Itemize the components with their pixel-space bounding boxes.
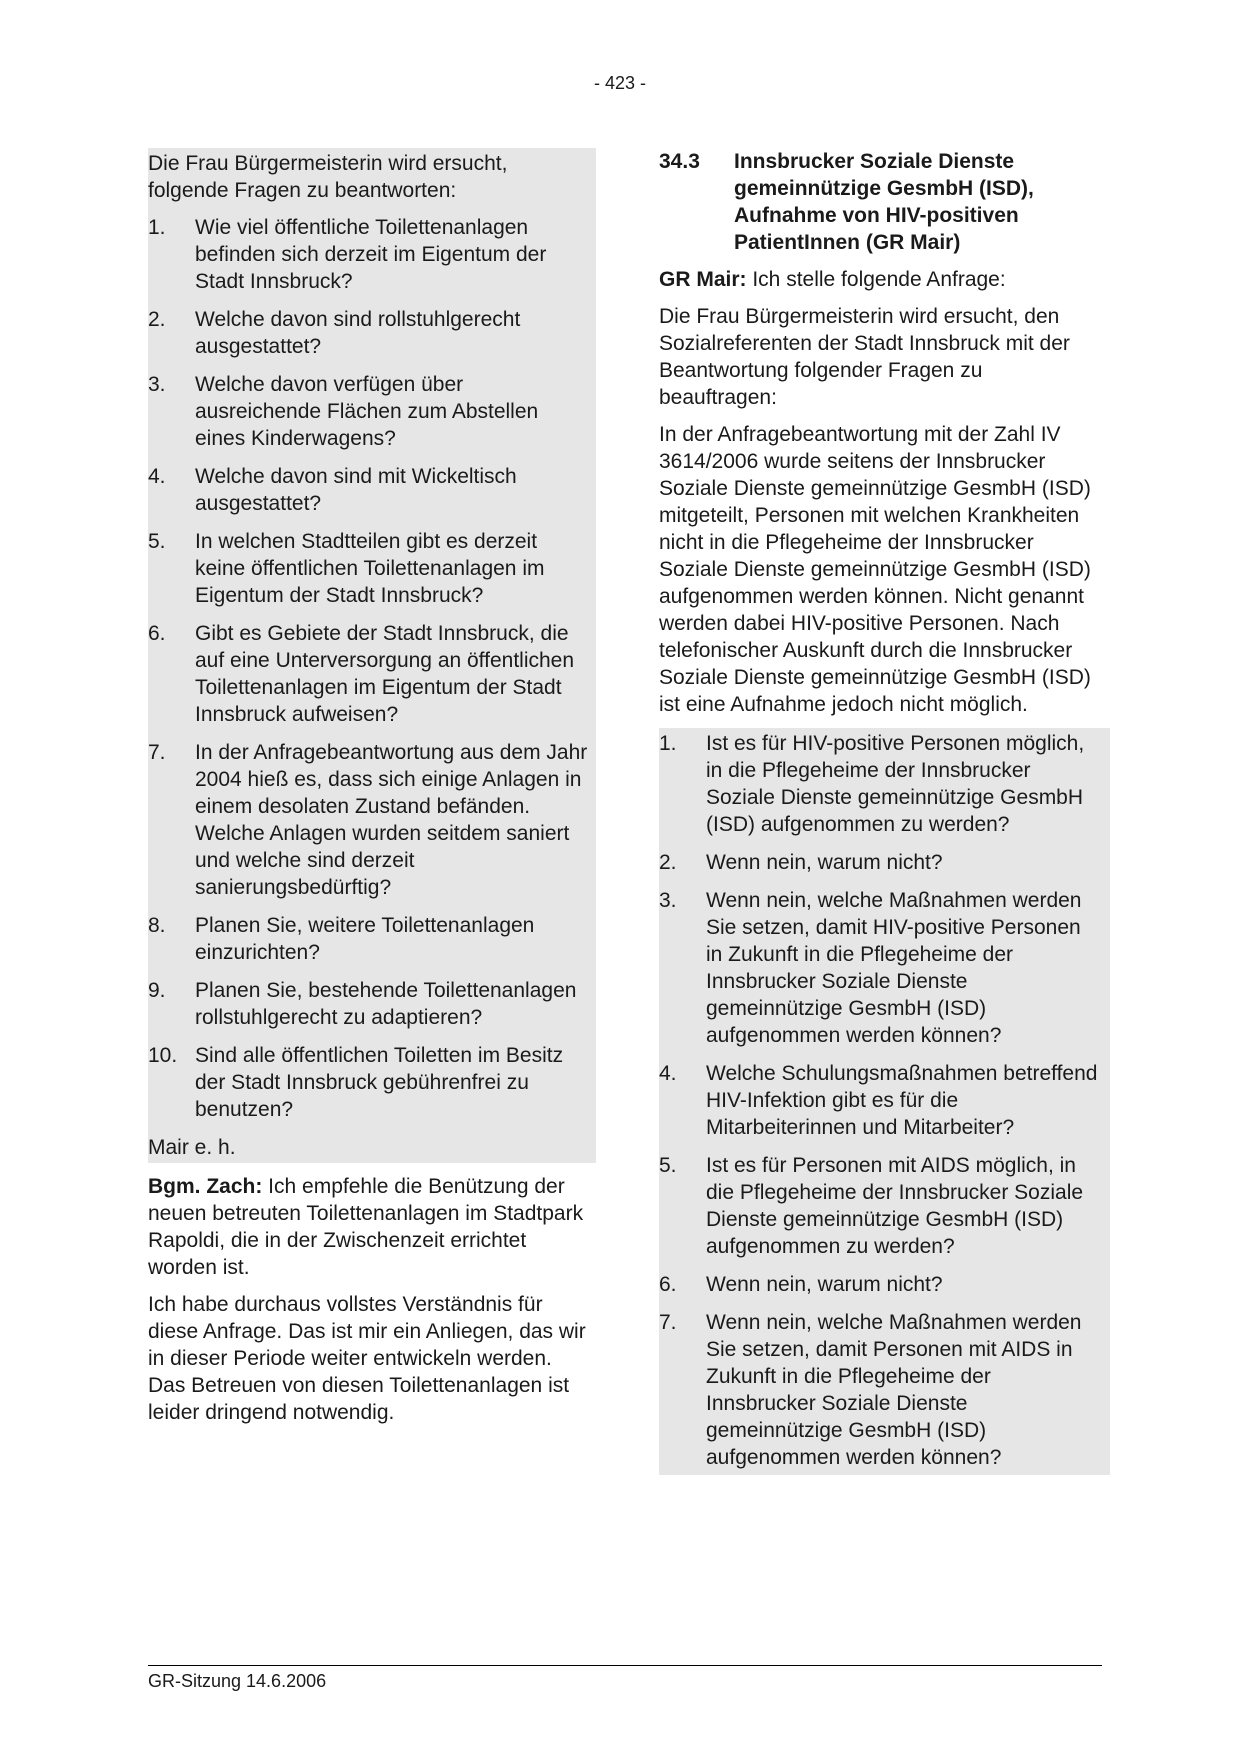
item-text: Sind alle öffentlichen Toiletten im Besitz der Stadt Innsbruck gebührenfrei zu benutzen? <box>195 1044 564 1121</box>
item-text: Wenn nein, welche Maßnahmen werden Sie setzen, damit Personen mit AIDS in Zukunft in die Pflegeheime der Innsbrucker Soziale Dienste gemeinnützige GesmbH (ISD) aufgenommen werden können? <box>706 1311 1082 1469</box>
item-number: 6. <box>148 622 166 645</box>
item-text: Gibt es Gebiete der Stadt Innsbruck, die auf eine Unterversorgung an öffentlichen Toilettenanlagen im Eigentum der Stadt Innsbruck aufweisen? <box>195 622 575 726</box>
item-number: 3. <box>148 373 166 396</box>
answer-paragraph-2: Ich habe durchaus vollstes Verständnis für diese Anfrage. Das ist mir ein Anliegen, das wir in dieser Periode weiter entwickeln werden. Das Betreuen von diesen Toilettenanlagen ist leider dringend notwendig. <box>148 1293 586 1424</box>
list-item <box>148 371 588 452</box>
answer-paragraph <box>148 1173 588 1281</box>
list-item <box>148 528 588 609</box>
section-number: 34.3 <box>659 150 700 173</box>
item-text: In welchen Stadtteilen gibt es derzeit keine öffentlichen Toilettenanlagen im Eigentum der Stadt Innsbruck? <box>195 530 545 607</box>
item-number: 3. <box>659 889 677 912</box>
item-number: 8. <box>148 914 166 937</box>
item-text: Ist es für Personen mit AIDS möglich, in die Pflegeheime der Innsbrucker Soziale Dienste gemeinnützige GesmbH (ISD) aufgenommen zu werden? <box>706 1154 1084 1258</box>
list-item <box>148 977 588 1031</box>
list-item <box>148 214 588 295</box>
answer-text: Ich empfehle die Benützung der neuen betreuten Toilettenanlagen im Stadtpark Rapoldi, die in der Zwischenzeit errichtet worden ist. <box>148 1175 584 1279</box>
list-item <box>148 739 588 901</box>
page-number: - 423 - <box>593 73 647 93</box>
item-number: 4. <box>659 1062 677 1085</box>
left-question-list <box>148 214 588 1123</box>
inquiry-context: In der Anfragebeantwortung mit der Zahl IV 3614/2006 wurde seitens der Innsbrucker Soziale Dienste gemeinnützige GesmbH (ISD) mitgeteilt, Personen mit welchen Krankheiten nicht in die Pflegeheime der Innsbrucker Soziale Dienste gemeinnützige GesmbH (ISD) aufgenommen werden können. Nicht genannt werden dabei HIV-positive Personen. Nach telefonischer Auskunft durch die Innsbrucker Soziale Dienste gemeinnützige GesmbH (ISD) ist eine Aufnahme jedoch nicht möglich. <box>659 423 1091 716</box>
list-item <box>148 1042 588 1123</box>
item-text: Welche davon sind mit Wickeltisch ausgestattet? <box>195 465 517 515</box>
list-item <box>659 1060 1102 1141</box>
list-item <box>148 306 588 360</box>
signature: Mair e. h. <box>148 1136 236 1159</box>
list-item <box>148 463 588 517</box>
item-text: Planen Sie, bestehende Toilettenanlagen rollstuhlgerecht zu adaptieren? <box>195 979 577 1029</box>
item-text: Ist es für HIV-positive Personen möglich, in die Pflegeheime der Innsbrucker Soziale Dienste gemeinnützige GesmbH (ISD) aufgenommen zu werden? <box>706 732 1085 836</box>
section-heading <box>659 148 1102 256</box>
left-intro: Die Frau Bürgermeisterin wird ersucht, folgende Fragen zu beantworten: <box>148 152 508 202</box>
section-title: Innsbrucker Soziale Dienste gemeinnützige GesmbH (ISD), Aufnahme von HIV-positiven PatientInnen (GR Mair) <box>734 150 1034 254</box>
list-item <box>659 1271 1102 1298</box>
item-number: 4. <box>148 465 166 488</box>
item-text: In der Anfragebeantwortung aus dem Jahr 2004 hieß es, dass sich einige Anlagen in einem desolaten Zustand befänden. Welche Anlagen wurden seitdem saniert und welche sind derzeit sanierungsbedürftig? <box>195 741 588 899</box>
footer-divider <box>148 1665 1102 1666</box>
item-number: 2. <box>659 851 677 874</box>
speaker-name: GR Mair: <box>659 268 747 291</box>
item-number: 5. <box>659 1154 677 1177</box>
item-text: Welche davon verfügen über ausreichende Flächen zum Abstellen eines Kinderwagens? <box>195 373 539 450</box>
list-item <box>659 1309 1102 1471</box>
item-text: Wie viel öffentliche Toilettenanlagen befinden sich derzeit im Eigentum der Stadt Innsbruck? <box>195 216 547 293</box>
item-text: Welche Schulungsmaßnahmen betreffend HIV-Infektion gibt es für die Mitarbeiterinnen und Mitarbeiter? <box>706 1062 1098 1139</box>
item-number: 7. <box>148 741 166 764</box>
left-inquiry-box <box>148 148 596 1163</box>
speaker-name: Bgm. Zach: <box>148 1175 263 1198</box>
right-column <box>659 148 1102 1475</box>
footer-text: GR-Sitzung 14.6.2006 <box>148 1671 327 1691</box>
right-question-box <box>659 728 1110 1475</box>
item-text: Wenn nein, warum nicht? <box>706 851 943 874</box>
speaker-text: Ich stelle folgende Anfrage: <box>746 268 1006 291</box>
speaker-paragraph <box>659 266 1102 293</box>
item-number: 7. <box>659 1311 677 1334</box>
list-item <box>659 849 1102 876</box>
left-column <box>148 148 588 1436</box>
item-text: Wenn nein, warum nicht? <box>706 1273 943 1296</box>
list-item <box>659 1152 1102 1260</box>
item-number: 2. <box>148 308 166 331</box>
item-number: 9. <box>148 979 166 1002</box>
item-number: 10. <box>148 1044 178 1067</box>
list-item <box>659 887 1102 1049</box>
right-question-list <box>659 730 1102 1471</box>
item-number: 6. <box>659 1273 677 1296</box>
item-number: 1. <box>148 216 166 239</box>
item-text: Planen Sie, weitere Toilettenanlagen einzurichten? <box>195 914 535 964</box>
item-text: Wenn nein, welche Maßnahmen werden Sie setzen, damit HIV-positive Personen in Zukunft in die Pflegeheime der Innsbrucker Soziale Dienste gemeinnützige GesmbH (ISD) aufgenommen werden können? <box>706 889 1082 1047</box>
item-number: 1. <box>659 732 677 755</box>
list-item <box>148 912 588 966</box>
item-text: Welche davon sind rollstuhlgerecht ausgestattet? <box>195 308 521 358</box>
list-item <box>659 730 1102 838</box>
list-item <box>148 620 588 728</box>
inquiry-intro: Die Frau Bürgermeisterin wird ersucht, den Sozialreferenten der Stadt Innsbruck mit der Beantwortung folgender Fragen zu beauftragen: <box>659 305 1070 409</box>
item-number: 5. <box>148 530 166 553</box>
